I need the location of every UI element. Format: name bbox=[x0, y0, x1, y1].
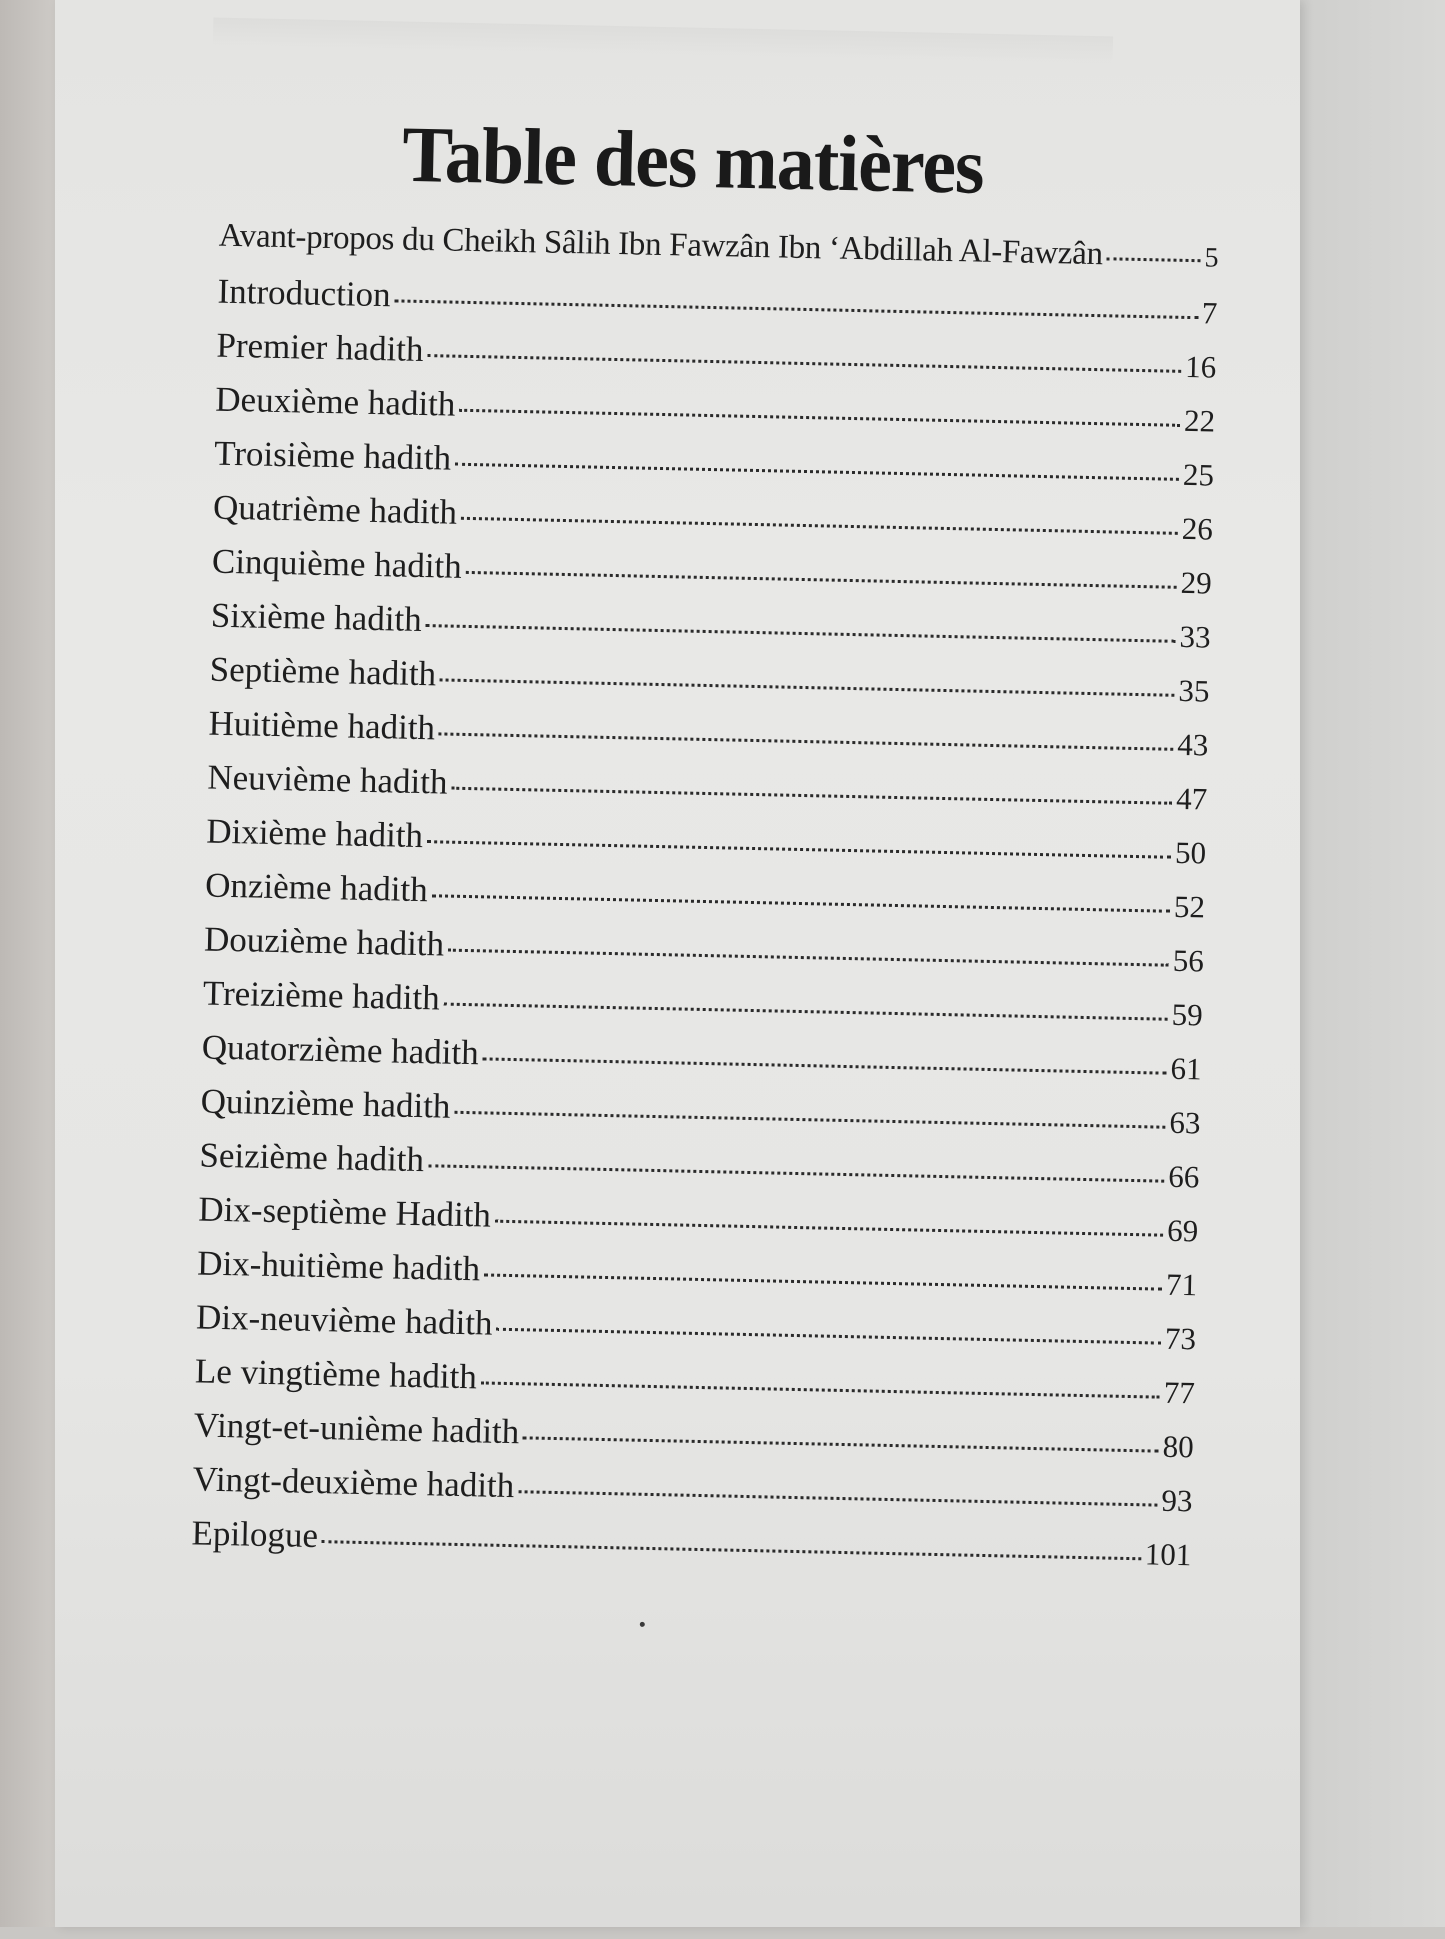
toc-entry-label: Neuvième hadith bbox=[207, 757, 448, 802]
dot-leader bbox=[444, 1003, 1168, 1021]
toc-entry-page-number: 61 bbox=[1170, 1050, 1202, 1087]
toc-entry-label: Quatorzième hadith bbox=[201, 1027, 480, 1073]
toc-entry-label: Onzième hadith bbox=[204, 865, 429, 910]
toc-entry-page-number: 16 bbox=[1184, 348, 1217, 385]
toc-entry-label: Vingt-et-unième hadith bbox=[193, 1405, 520, 1452]
toc-entry-page-number: 69 bbox=[1166, 1212, 1199, 1249]
toc-entry-page-number: 66 bbox=[1167, 1158, 1200, 1195]
dot-leader bbox=[322, 1540, 1141, 1560]
dot-leader bbox=[496, 1328, 1160, 1345]
dot-leader bbox=[481, 1381, 1160, 1398]
page-title: Table des matières bbox=[401, 110, 985, 211]
toc-entry-label: Deuxième hadith bbox=[214, 379, 456, 424]
toc-entry-page-number: 71 bbox=[1165, 1266, 1198, 1303]
dot-leader bbox=[484, 1273, 1162, 1290]
toc-entry-label: Cinquième hadith bbox=[211, 541, 463, 586]
dot-leader bbox=[495, 1220, 1163, 1237]
dot-leader bbox=[451, 787, 1172, 805]
dot-leader bbox=[439, 732, 1173, 750]
toc-entry-label: Quatrième hadith bbox=[212, 487, 458, 532]
dot-leader bbox=[427, 354, 1181, 373]
dot-leader bbox=[455, 463, 1179, 481]
toc-entry-label: Dixième hadith bbox=[205, 811, 424, 856]
toc-entry-label: Premier hadith bbox=[216, 325, 424, 369]
toc-entry-label: Douzième hadith bbox=[203, 919, 445, 964]
toc-entry-page-number: 50 bbox=[1174, 834, 1207, 871]
toc-entry-label: Dix-huitième hadith bbox=[196, 1243, 481, 1289]
toc-entry-page-number: 77 bbox=[1163, 1374, 1196, 1411]
page-mark bbox=[640, 1622, 645, 1627]
toc-entry-page-number: 25 bbox=[1182, 456, 1215, 493]
dot-leader bbox=[483, 1057, 1167, 1074]
toc-entry-label: Quinzième hadith bbox=[200, 1081, 451, 1126]
show-through-shadow bbox=[213, 18, 1113, 67]
toc-entry-page-number: 35 bbox=[1178, 672, 1210, 709]
dot-leader bbox=[518, 1490, 1157, 1506]
toc-entry-page-number: 26 bbox=[1181, 510, 1214, 547]
toc-entry-page-number: 63 bbox=[1169, 1104, 1201, 1141]
toc-entry-page-number: 73 bbox=[1164, 1320, 1197, 1357]
toc-entry-page-number: 7 bbox=[1201, 295, 1218, 331]
dot-leader bbox=[432, 894, 1170, 912]
dot-leader bbox=[1107, 257, 1201, 262]
dot-leader bbox=[427, 840, 1171, 859]
toc-entry-label: Septième hadith bbox=[209, 649, 437, 694]
toc-entry-page-number: 29 bbox=[1180, 564, 1213, 601]
toc-entry-page-number: 59 bbox=[1171, 996, 1204, 1033]
background-right bbox=[1300, 0, 1445, 1927]
toc-entry-page-number: 47 bbox=[1175, 780, 1208, 817]
book-page bbox=[55, 0, 1300, 1927]
dot-leader bbox=[461, 517, 1178, 535]
toc-entry-page-number: 101 bbox=[1144, 1536, 1192, 1573]
dot-leader bbox=[466, 571, 1177, 589]
toc-entry-label: Epilogue bbox=[191, 1513, 319, 1556]
toc-entry-page-number: 52 bbox=[1173, 888, 1206, 925]
toc-entry-page-number: 80 bbox=[1162, 1428, 1195, 1465]
toc-entry-page-number: 33 bbox=[1179, 618, 1211, 655]
toc-entry-page-number: 5 bbox=[1204, 242, 1219, 274]
toc-entry-page-number: 22 bbox=[1183, 402, 1216, 439]
toc-entry-label: Dix-septième Hadith bbox=[198, 1189, 492, 1235]
dot-leader bbox=[454, 1111, 1165, 1129]
table-of-contents bbox=[191, 218, 1219, 1589]
toc-entry-label: Dix-neuvième hadith bbox=[195, 1297, 493, 1343]
toc-entry-label: Huitième hadith bbox=[208, 703, 436, 748]
toc-entry-label: Seizième hadith bbox=[199, 1135, 425, 1180]
toc-entry-label: Le vingtième hadith bbox=[194, 1351, 478, 1397]
dot-leader bbox=[523, 1436, 1158, 1452]
page-content bbox=[34, 0, 1319, 1939]
toc-entry-label: Vingt-deuxième hadith bbox=[192, 1459, 515, 1506]
toc-entry-label: Troisième hadith bbox=[213, 433, 452, 478]
dot-leader bbox=[394, 299, 1197, 319]
dot-leader bbox=[459, 409, 1180, 427]
dot-leader bbox=[426, 624, 1176, 643]
toc-entry-label: Treizième hadith bbox=[202, 973, 441, 1018]
toc-entry-page-number: 56 bbox=[1172, 942, 1205, 979]
toc-entry-label: Introduction bbox=[217, 271, 392, 315]
toc-entry-page-number: 43 bbox=[1176, 726, 1209, 763]
dot-leader bbox=[440, 678, 1174, 696]
dot-leader bbox=[428, 1164, 1164, 1182]
toc-entry-label: Sixième hadith bbox=[210, 595, 423, 640]
toc-entry-page-number: 93 bbox=[1161, 1482, 1193, 1519]
dot-leader bbox=[448, 949, 1169, 967]
toc-entry-label: Avant-propos du Cheikh Sâlih Ibn Fawzân Ibn ‘Abdillah Al-Fawzân bbox=[218, 217, 1104, 273]
